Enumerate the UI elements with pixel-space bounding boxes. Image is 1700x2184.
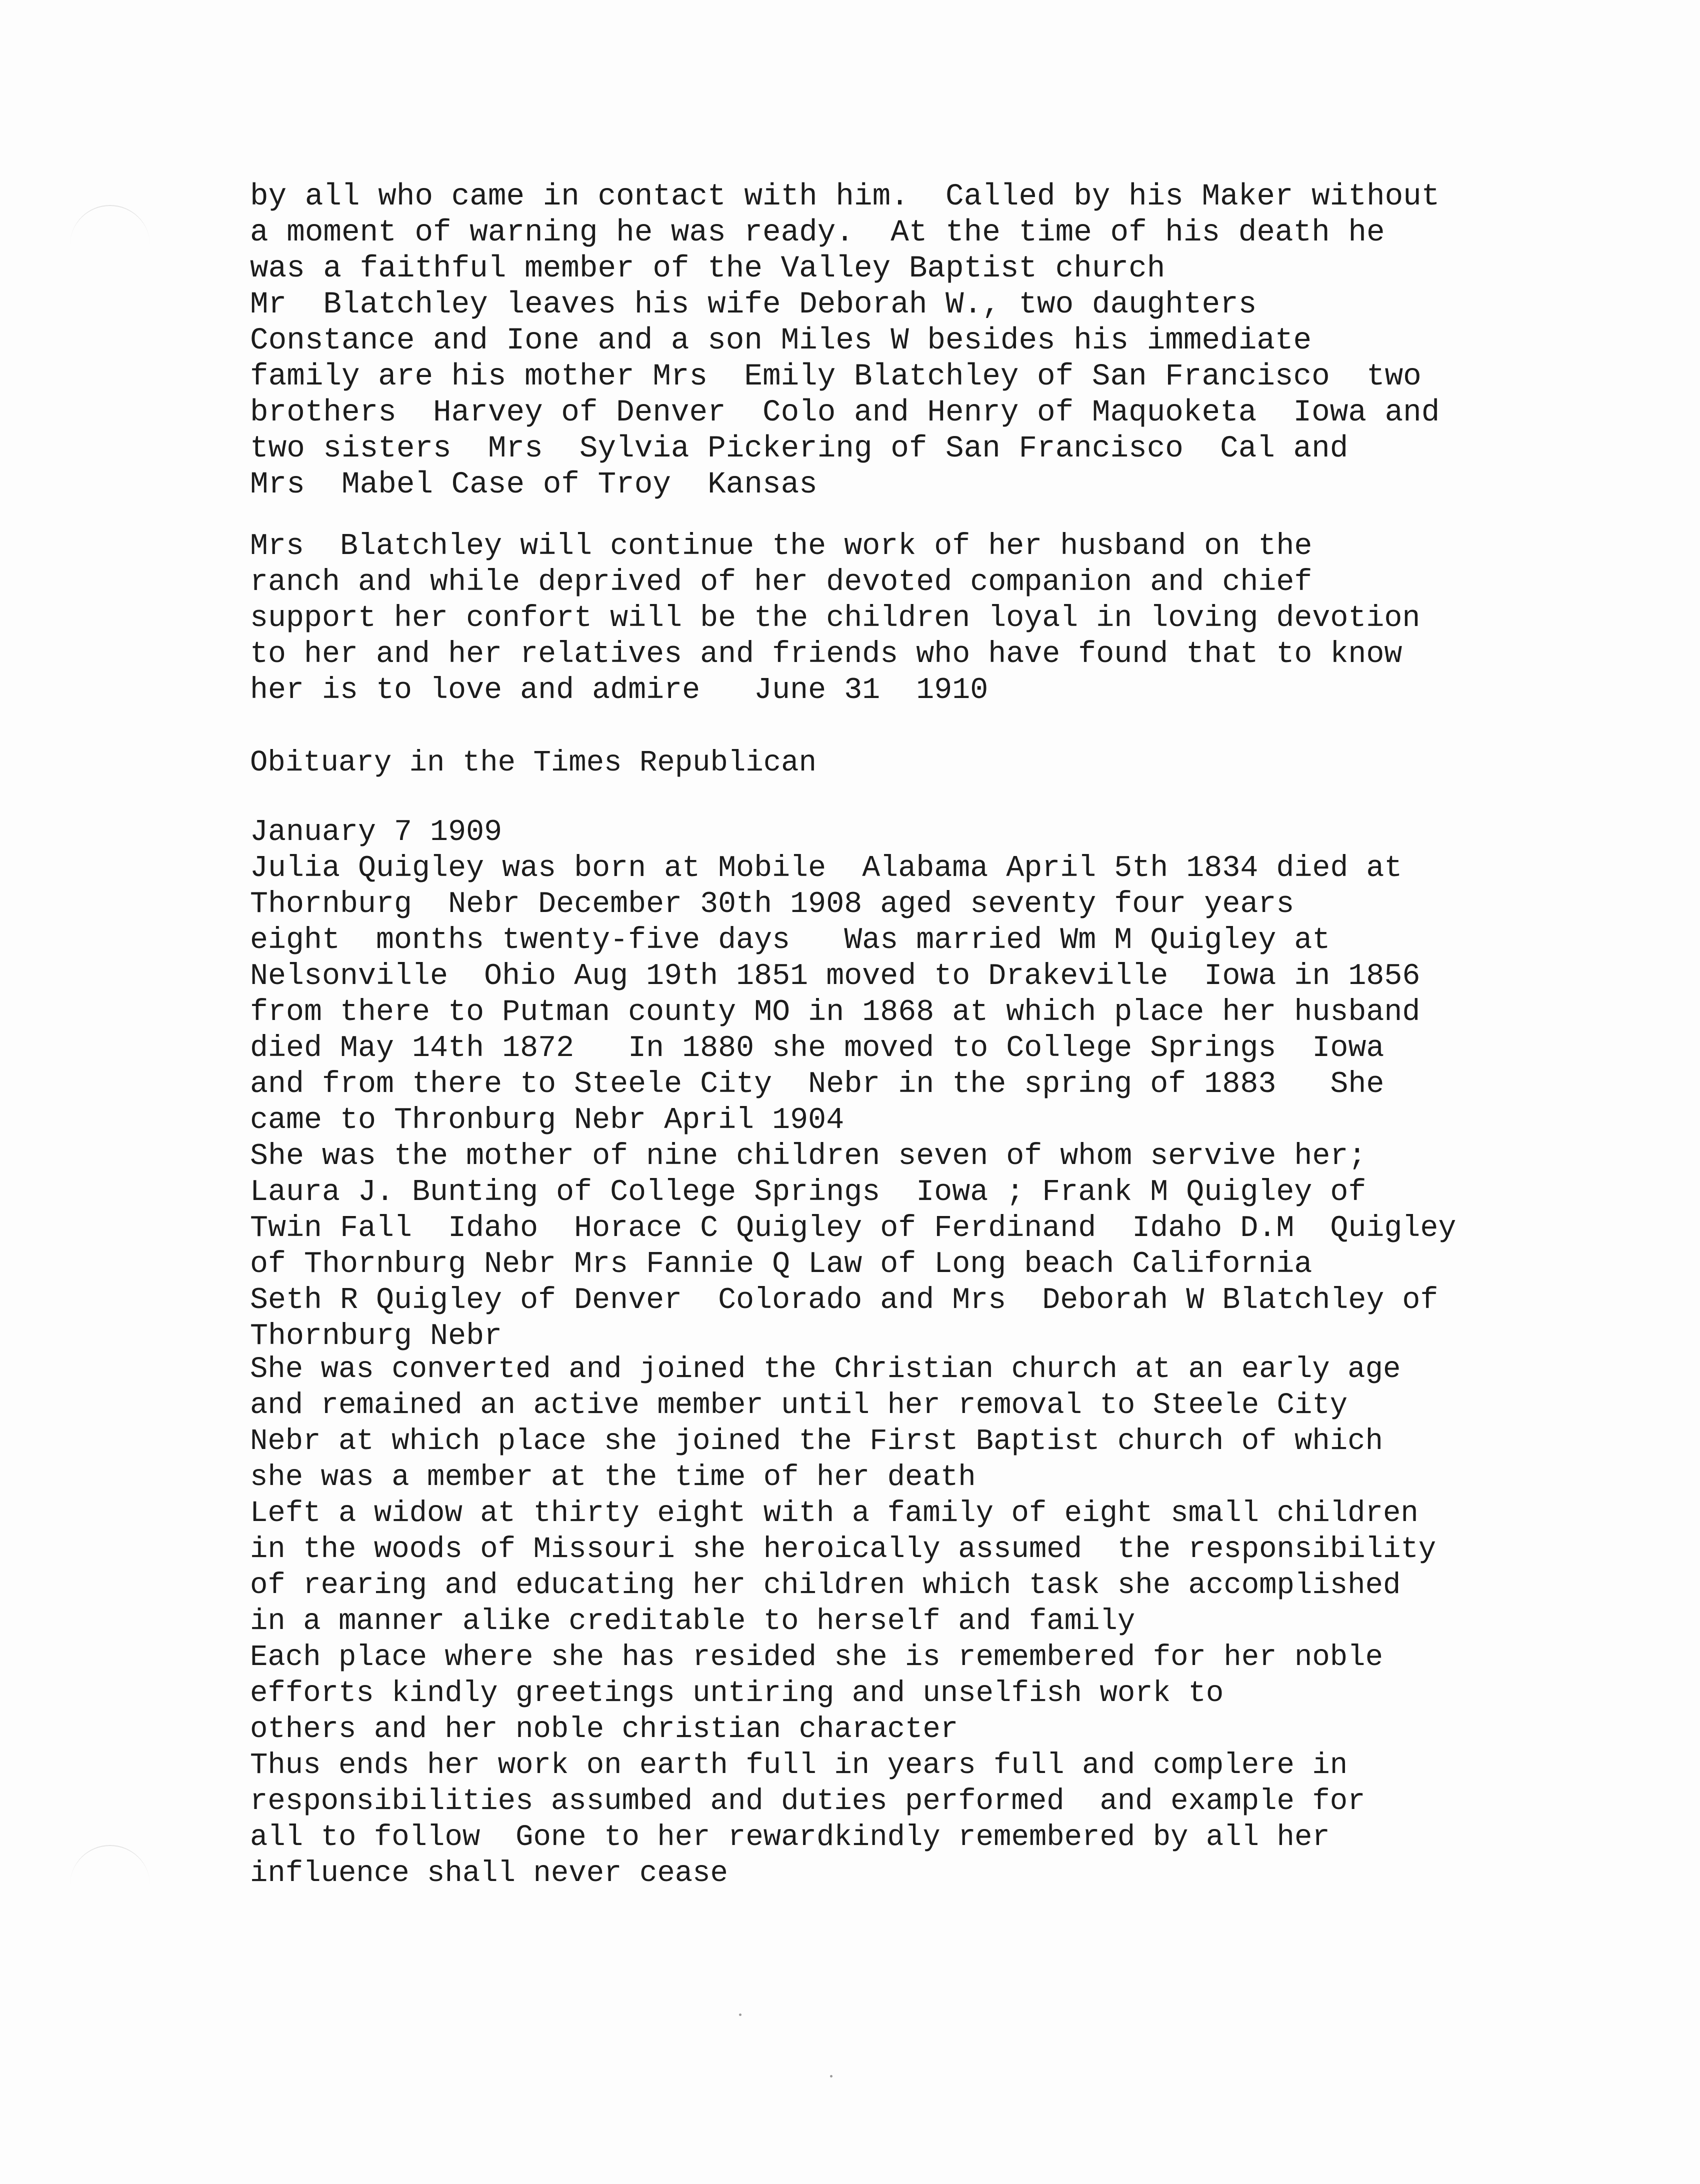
- text-line: and remained an active member until her removal to Steele City: [250, 1388, 1348, 1422]
- text-line: in a manner alike creditable to herself and family: [250, 1604, 1136, 1638]
- text-line: ranch and while deprived of her devoted companion and chief: [250, 566, 1312, 600]
- text-line: and from there to Steele City Nebr in the spring of 1883 She: [250, 1068, 1384, 1102]
- text-line: Constance and Ione and a son Miles W besides his immediate: [250, 324, 1312, 358]
- text-line: Mrs Mabel Case of Troy Kansas: [250, 468, 818, 502]
- text-line: She was converted and joined the Christian church at an early age: [250, 1352, 1401, 1386]
- text-line: all to follow Gone to her rewardkindly remembered by all her: [250, 1820, 1330, 1854]
- text-line: of Thornburg Nebr Mrs Fannie Q Law of Long beach California: [250, 1248, 1312, 1282]
- text-line: family are his mother Mrs Emily Blatchley of San Francisco two: [250, 360, 1422, 394]
- text-line: was a faithful member of the Valley Baptist church: [250, 252, 1166, 286]
- punch-hole-mark: [70, 205, 150, 246]
- text-line: Nebr at which place she joined the First Baptist church of which: [250, 1424, 1383, 1458]
- text-line: Thus ends her work on earth full in years full and complere in: [250, 1748, 1348, 1782]
- text-line: died May 14th 1872 In 1880 she moved to College Springs Iowa: [250, 1032, 1384, 1066]
- text-line: efforts kindly greetings untiring and unselfish work to: [250, 1676, 1224, 1710]
- text-line: Mr Blatchley leaves his wife Deborah W., two daughters: [250, 288, 1257, 322]
- text-line: Left a widow at thirty eight with a family of eight small children: [250, 1496, 1418, 1530]
- text-line: she was a member at the time of her death: [250, 1460, 976, 1494]
- text-line: She was the mother of nine children seven of whom servive her;: [250, 1140, 1366, 1174]
- text-line: responsibilities assumbed and duties performed and example for: [250, 1784, 1366, 1818]
- text-line: brothers Harvey of Denver Colo and Henry of Maquoketa Iowa and: [250, 396, 1440, 430]
- text-line: influence shall never cease: [250, 1856, 728, 1890]
- text-line: Nelsonville Ohio Aug 19th 1851 moved to Drakeville Iowa in 1856: [250, 960, 1420, 994]
- text-line: by all who came in contact with him. Called by his Maker without: [250, 180, 1440, 214]
- text-line: to her and her relatives and friends who have found that to know: [250, 638, 1402, 672]
- widow-paragraph: [250, 528, 1600, 708]
- obituary-heading: Obituary in the Times Republican: [250, 746, 816, 780]
- scan-speck: [739, 2014, 742, 2016]
- punch-hole-mark: [70, 1845, 150, 1886]
- text-line: Thornburg Nebr: [250, 1320, 502, 1354]
- text-line: from there to Putman county MO in 1868 at which place her husband: [250, 996, 1420, 1030]
- text-line: eight months twenty-five days Was married Wm M Quigley at: [250, 924, 1330, 958]
- text-line: Laura J. Bunting of College Springs Iowa ; Frank M Quigley of: [250, 1176, 1366, 1210]
- text-line: Mrs Blatchley will continue the work of her husband on the: [250, 530, 1312, 564]
- text-line: Thornburg Nebr December 30th 1908 aged seventy four years: [250, 888, 1294, 922]
- text-line: Each place where she has resided she is remembered for her noble: [250, 1640, 1383, 1674]
- text-line: in the woods of Missouri she heroically assumed the responsibility: [250, 1532, 1436, 1566]
- date-line: January 7 1909: [250, 816, 502, 850]
- text-line: Seth R Quigley of Denver Colorado and Mrs Deborah W Blatchley of: [250, 1284, 1438, 1318]
- text-line: a moment of warning he was ready. At the time of his death he: [250, 216, 1385, 250]
- text-line: Julia Quigley was born at Mobile Alabama April 5th 1834 died at: [250, 852, 1402, 886]
- text-line: two sisters Mrs Sylvia Pickering of San Francisco Cal and: [250, 432, 1348, 466]
- text-line: of rearing and educating her children which task she accomplished: [250, 1568, 1401, 1602]
- text-line: support her confort will be the children loyal in loving devotion: [250, 602, 1420, 636]
- text-line: others and her noble christian character: [250, 1712, 958, 1746]
- text-line: her is to love and admire June 31 1910: [250, 674, 988, 708]
- obituary-continuation-paragraph: [250, 179, 1600, 503]
- church-life-paragraph: [250, 1352, 1600, 1892]
- julia-quigley-paragraph: [250, 814, 1600, 1354]
- obituary-heading-block: [250, 745, 1600, 781]
- text-line: Twin Fall Idaho Horace C Quigley of Ferdinand Idaho D.M Quigley: [250, 1212, 1456, 1246]
- text-line: came to Thronburg Nebr April 1904: [250, 1104, 844, 1138]
- scan-speck: [830, 2075, 832, 2078]
